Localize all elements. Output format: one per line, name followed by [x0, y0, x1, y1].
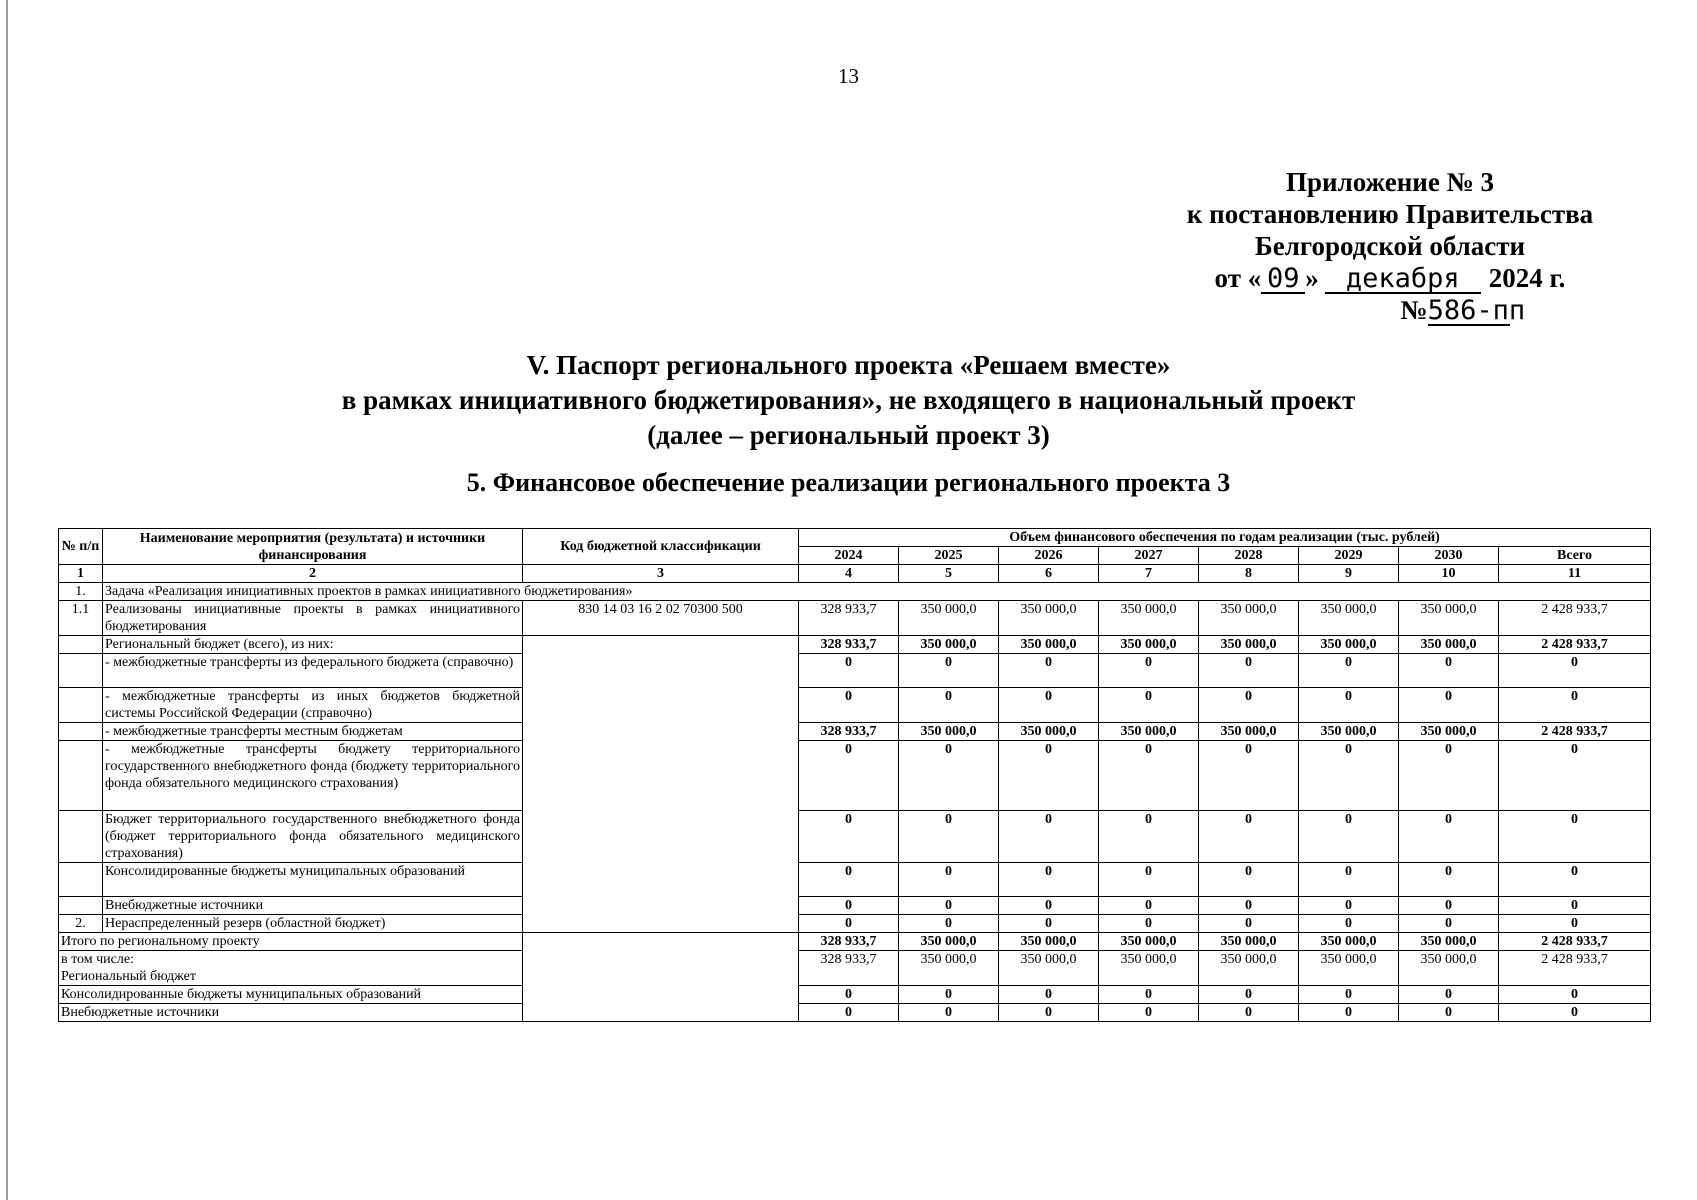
total-value: 0 — [899, 1004, 999, 1022]
column-number: 11 — [1499, 565, 1651, 583]
total-name: Консолидированные бюджеты муниципальных образований — [59, 986, 523, 1004]
total-value: 350 000,0 — [899, 951, 999, 986]
total-value: 0 — [1499, 986, 1651, 1004]
row-name: - межбюджетные трансферты из федерального бюджета (справочно) — [103, 654, 523, 688]
row-value: 0 — [1099, 897, 1199, 915]
total-value: 0 — [999, 986, 1099, 1004]
row-value: 0 — [1399, 741, 1499, 811]
column-number: 1 — [59, 565, 103, 583]
row-value: 350 000,0 — [899, 636, 999, 654]
header-name: Наименование мероприятия (результата) и источники финансирования — [103, 529, 523, 565]
row-name: Реализованы инициативные проекты в рамках инициативного бюджетирования — [103, 601, 523, 636]
total-value: 0 — [1099, 1004, 1199, 1022]
total-value: 0 — [1199, 1004, 1299, 1022]
row-value: 0 — [1099, 811, 1199, 863]
row-value: 0 — [1299, 741, 1399, 811]
row-nn — [59, 723, 103, 741]
row-value: 0 — [799, 654, 899, 688]
row-value: 0 — [1499, 688, 1651, 723]
row-code: 830 14 03 16 2 02 70300 500 — [523, 601, 799, 636]
row-value: 328 933,7 — [799, 723, 899, 741]
table-row — [59, 897, 1651, 915]
row-value: 0 — [1299, 811, 1399, 863]
date-year: 2024 г. — [1488, 263, 1566, 293]
column-number: 5 — [899, 565, 999, 583]
row-value: 0 — [799, 915, 899, 933]
header-year: 2026 — [999, 547, 1099, 565]
row-nn — [59, 636, 103, 654]
row-name: Консолидированные бюджеты муниципальных образований — [103, 863, 523, 897]
row-value: 0 — [1299, 863, 1399, 897]
appendix-line-1: Приложение № 3 — [1286, 167, 1494, 197]
row-value: 0 — [999, 863, 1099, 897]
total-value: 350 000,0 — [1299, 951, 1399, 986]
column-numbers-row — [59, 565, 1651, 583]
row-value: 350 000,0 — [999, 601, 1099, 636]
row-value: 0 — [1399, 654, 1499, 688]
header-year: Всего — [1499, 547, 1651, 565]
header-volume: Объем финансового обеспечения по годам реализации (тыс. рублей) — [799, 529, 1651, 547]
row-value: 350 000,0 — [1099, 723, 1199, 741]
row-value: 0 — [1099, 741, 1199, 811]
row-value: 0 — [1499, 811, 1651, 863]
row-name: - межбюджетные трансферты из иных бюджетов бюджетной системы Российской Федерации (справочно) — [103, 688, 523, 723]
column-number: 4 — [799, 565, 899, 583]
header-year: 2029 — [1299, 547, 1399, 565]
row-value: 0 — [899, 897, 999, 915]
row-value: 0 — [1199, 811, 1299, 863]
row-value: 0 — [1499, 897, 1651, 915]
row-name: - межбюджетные трансферты бюджету территориального государственного внебюджетного фонда (бюджету территориального фонда обязательного медицинского страхования) — [103, 741, 523, 811]
row-value: 0 — [899, 688, 999, 723]
header-year: 2028 — [1199, 547, 1299, 565]
table-row — [59, 811, 1651, 863]
table-row — [59, 654, 1651, 688]
row-value: 0 — [1399, 811, 1499, 863]
row-value: 0 — [1299, 915, 1399, 933]
total-name: Итого по региональному проекту — [59, 933, 523, 951]
column-number: 3 — [523, 565, 799, 583]
row-value: 350 000,0 — [1299, 723, 1399, 741]
total-value: 328 933,7 — [799, 951, 899, 986]
row-value: 0 — [1199, 863, 1299, 897]
row-value: 0 — [1299, 897, 1399, 915]
row-value: 350 000,0 — [1399, 601, 1499, 636]
date-prefix: от « — [1214, 263, 1262, 293]
row-value: 0 — [1099, 915, 1199, 933]
table-row — [59, 915, 1651, 933]
row-value: 328 933,7 — [799, 601, 899, 636]
handwritten-number: 586-пп — [1427, 295, 1526, 326]
title-line-1: V. Паспорт регионального проекта «Решаем вместе» — [526, 350, 1171, 380]
total-value: 0 — [799, 1004, 899, 1022]
row-value: 0 — [999, 741, 1099, 811]
table-row — [59, 723, 1651, 741]
row-value: 2 428 933,7 — [1499, 723, 1651, 741]
column-number: 9 — [1299, 565, 1399, 583]
row-value: 350 000,0 — [1099, 636, 1199, 654]
row-value: 0 — [1099, 863, 1199, 897]
total-row — [59, 986, 1651, 1004]
row-value: 350 000,0 — [999, 723, 1099, 741]
total-value: 0 — [1299, 1004, 1399, 1022]
total-value: 2 428 933,7 — [1499, 951, 1651, 986]
row-value: 350 000,0 — [1199, 723, 1299, 741]
total-value: 350 000,0 — [1299, 933, 1399, 951]
row-code-empty — [523, 636, 799, 933]
total-value: 0 — [999, 1004, 1099, 1022]
row-value: 0 — [1399, 688, 1499, 723]
total-value: 350 000,0 — [1399, 933, 1499, 951]
row-name: - межбюджетные трансферты местным бюджетам — [103, 723, 523, 741]
total-value: 0 — [1499, 1004, 1651, 1022]
row-value: 0 — [999, 811, 1099, 863]
header-year: 2030 — [1399, 547, 1499, 565]
total-value: 350 000,0 — [1199, 933, 1299, 951]
row-value: 350 000,0 — [1199, 636, 1299, 654]
row-value: 350 000,0 — [1099, 601, 1199, 636]
total-code-empty — [523, 933, 799, 1022]
row-value: 0 — [1099, 688, 1199, 723]
column-number: 8 — [1199, 565, 1299, 583]
row-value: 0 — [799, 741, 899, 811]
number-prefix: № — [1400, 295, 1428, 325]
row-value: 0 — [1299, 688, 1399, 723]
row-nn — [59, 897, 103, 915]
row-value: 350 000,0 — [1299, 636, 1399, 654]
table-row — [59, 636, 1651, 654]
total-value: 350 000,0 — [1199, 951, 1299, 986]
row-value: 0 — [899, 863, 999, 897]
row-value: 2 428 933,7 — [1499, 636, 1651, 654]
header-row-1 — [59, 529, 1651, 547]
total-name — [59, 951, 523, 986]
row-value: 0 — [999, 897, 1099, 915]
header-year: 2027 — [1099, 547, 1199, 565]
row-nn: 1.1 — [59, 601, 103, 636]
row-value: 0 — [899, 741, 999, 811]
row-value: 350 000,0 — [999, 636, 1099, 654]
row-value: 0 — [1099, 654, 1199, 688]
total-value: 350 000,0 — [999, 951, 1099, 986]
appendix-date-line — [1150, 262, 1630, 294]
header-year: 2025 — [899, 547, 999, 565]
row-value: 0 — [799, 897, 899, 915]
row-nn — [59, 688, 103, 723]
row-nn — [59, 654, 103, 688]
total-value: 0 — [799, 986, 899, 1004]
table-row — [59, 688, 1651, 723]
row-value: 0 — [1499, 741, 1651, 811]
total-row — [59, 1004, 1651, 1022]
financing-table — [58, 528, 1651, 1022]
page-number: 13 — [838, 64, 859, 88]
total-row — [59, 951, 1651, 986]
row-value: 350 000,0 — [899, 723, 999, 741]
table-row — [59, 741, 1651, 811]
row-value: 0 — [899, 811, 999, 863]
header-nn: № п/п — [59, 529, 103, 565]
row-value: 0 — [1499, 654, 1651, 688]
table-row — [59, 863, 1651, 897]
row-name: Нераспределенный резерв (областной бюджет) — [103, 915, 523, 933]
row-value: 350 000,0 — [1399, 723, 1499, 741]
total-value: 350 000,0 — [999, 933, 1099, 951]
total-name-line-1: в том числе: — [61, 952, 134, 967]
row-value: 350 000,0 — [1299, 601, 1399, 636]
row-value: 0 — [999, 688, 1099, 723]
row-value: 0 — [1299, 654, 1399, 688]
row-value: 0 — [999, 915, 1099, 933]
header-code: Код бюджетной классификации — [523, 529, 799, 565]
row-name: Внебюджетные источники — [103, 897, 523, 915]
row-value: 350 000,0 — [899, 601, 999, 636]
row-name: Региональный бюджет (всего), из них: — [103, 636, 523, 654]
total-value: 350 000,0 — [1399, 951, 1499, 986]
row-value: 0 — [799, 811, 899, 863]
row-value: 0 — [1199, 915, 1299, 933]
title-line-3: (далее – региональный проект 3) — [647, 420, 1050, 450]
row-value: 0 — [899, 654, 999, 688]
row-value: 0 — [1199, 688, 1299, 723]
column-number: 10 — [1399, 565, 1499, 583]
project-passport-title — [0, 348, 1697, 453]
row-value: 0 — [1499, 863, 1651, 897]
total-value: 0 — [1299, 986, 1399, 1004]
task-row — [59, 583, 1651, 601]
row-value: 0 — [1199, 897, 1299, 915]
task-nn: 1. — [59, 583, 103, 601]
appendix-number-line — [1280, 294, 1630, 326]
total-value: 0 — [1399, 986, 1499, 1004]
header-year: 2024 — [799, 547, 899, 565]
row-value: 0 — [799, 863, 899, 897]
handwritten-month: декабря — [1325, 265, 1481, 294]
row-name: Бюджет территориального государственного внебюджетного фонда (бюджет территориального фонда обязательного медицинского страхования) — [103, 811, 523, 863]
total-value: 350 000,0 — [1099, 933, 1199, 951]
total-value: 350 000,0 — [899, 933, 999, 951]
total-value: 0 — [1199, 986, 1299, 1004]
row-nn: 2. — [59, 915, 103, 933]
total-value: 2 428 933,7 — [1499, 933, 1651, 951]
total-value: 0 — [1099, 986, 1199, 1004]
row-nn — [59, 741, 103, 811]
title-line-2: в рамках инициативного бюджетирования», не входящего в национальный проект — [341, 385, 1356, 415]
task-text: Задача «Реализация инициативных проектов в рамках инициативного бюджетирования» — [103, 583, 1651, 601]
row-value: 0 — [1199, 741, 1299, 811]
total-value: 350 000,0 — [1099, 951, 1199, 986]
column-number: 2 — [103, 565, 523, 583]
row-value: 0 — [1399, 915, 1499, 933]
total-value: 328 933,7 — [799, 933, 899, 951]
table-row — [59, 601, 1651, 636]
row-value: 328 933,7 — [799, 636, 899, 654]
scan-edge-line — [6, 0, 8, 1200]
column-number: 7 — [1099, 565, 1199, 583]
total-row — [59, 933, 1651, 951]
total-value: 0 — [1399, 1004, 1499, 1022]
appendix-block — [1150, 166, 1630, 326]
row-nn — [59, 863, 103, 897]
row-nn — [59, 811, 103, 863]
row-value: 2 428 933,7 — [1499, 601, 1651, 636]
handwritten-day: 09 — [1261, 265, 1305, 294]
appendix-line-3: Белгородской области — [1254, 231, 1526, 261]
row-value: 0 — [1499, 915, 1651, 933]
section-subtitle: 5. Финансовое обеспечение реализации регионального проекта 3 — [466, 468, 1231, 497]
row-value: 0 — [1399, 897, 1499, 915]
total-name-line-2: Региональный бюджет — [61, 969, 196, 984]
date-mid: » — [1305, 263, 1319, 293]
row-value: 0 — [1399, 863, 1499, 897]
appendix-line-2: к постановлению Правительства — [1186, 199, 1594, 229]
row-value: 0 — [999, 654, 1099, 688]
row-value: 0 — [899, 915, 999, 933]
total-name: Внебюджетные источники — [59, 1004, 523, 1022]
row-value: 350 000,0 — [1199, 601, 1299, 636]
row-value: 350 000,0 — [1399, 636, 1499, 654]
row-value: 0 — [799, 688, 899, 723]
column-number: 6 — [999, 565, 1099, 583]
row-value: 0 — [1199, 654, 1299, 688]
total-value: 0 — [899, 986, 999, 1004]
